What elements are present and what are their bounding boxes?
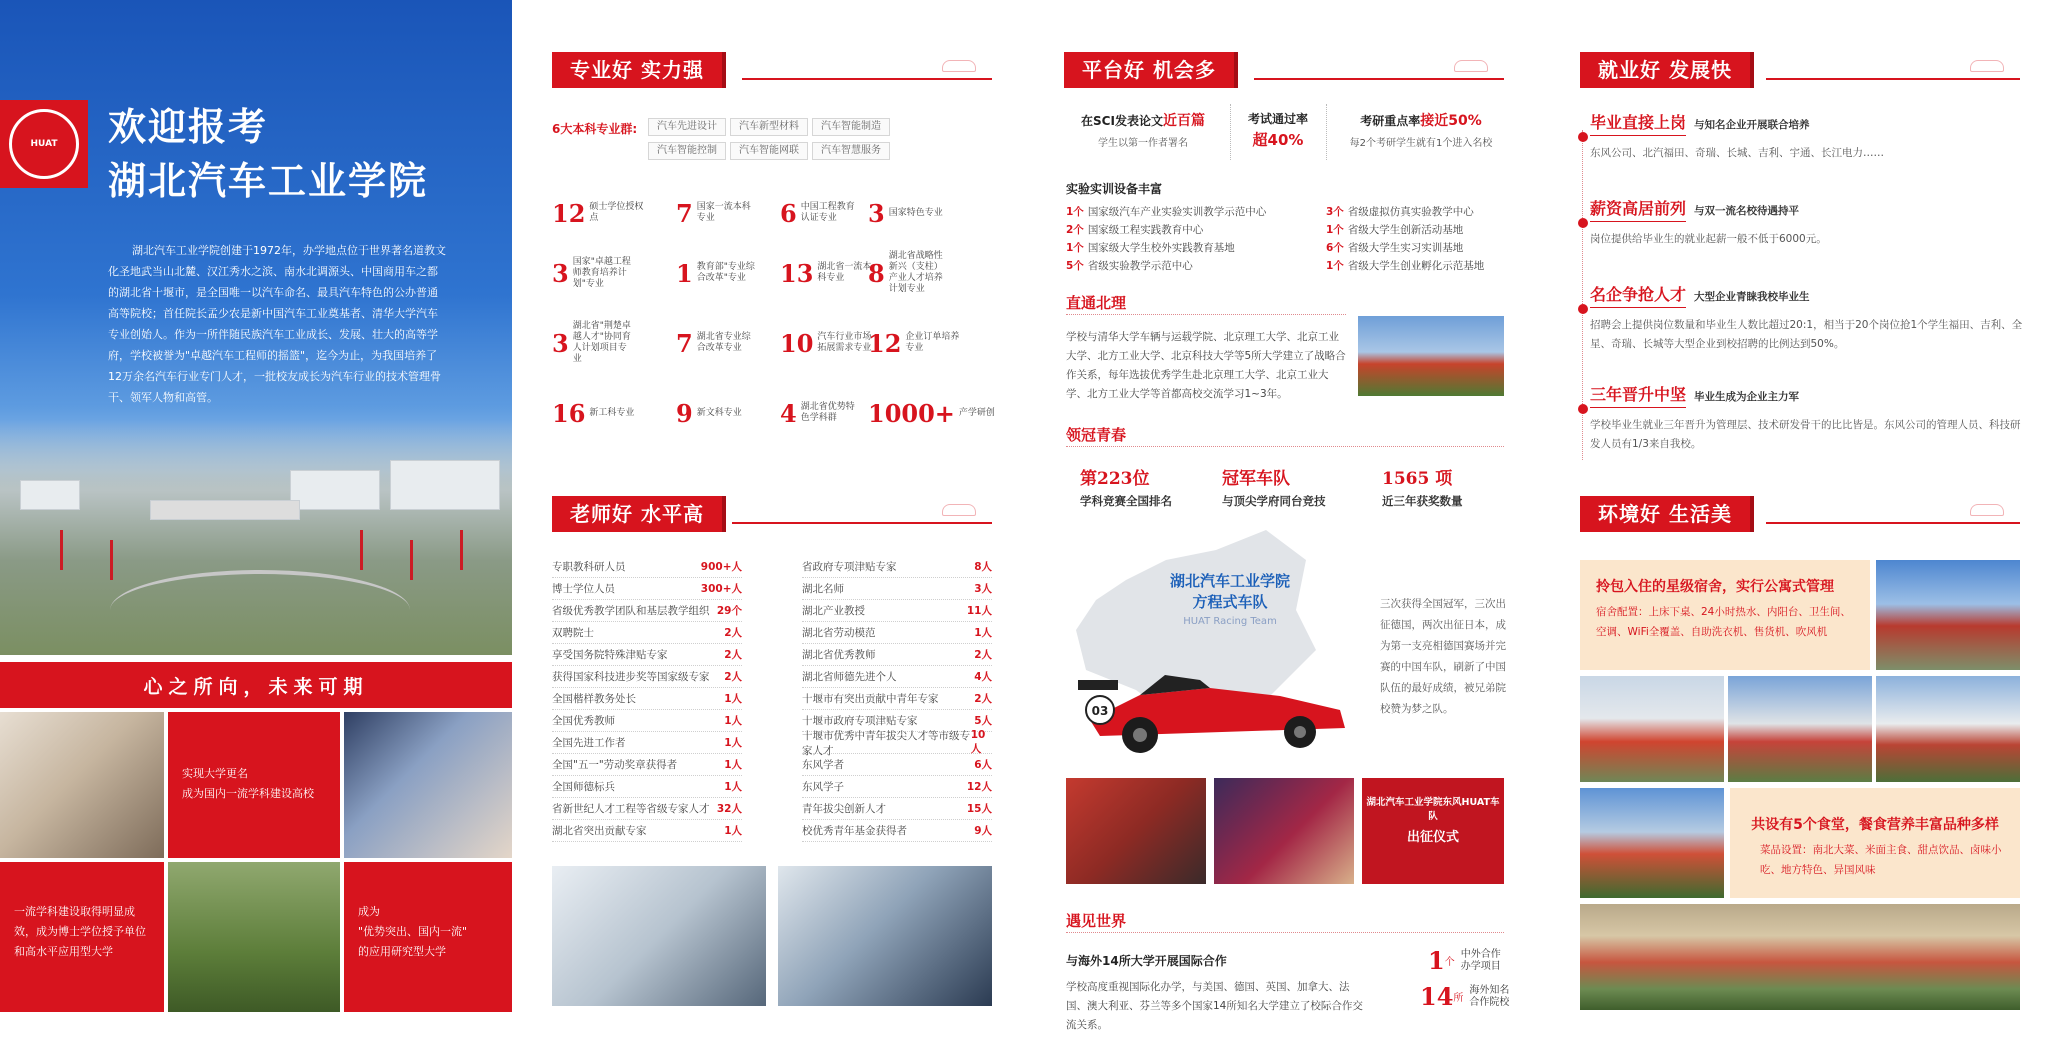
logo-emblem-icon: HUAT [9,109,79,179]
faculty-row: 双聘院士 2人 [552,622,742,644]
school-logo [0,100,88,188]
major-stat: 12 硕士学位授权点 [552,198,644,228]
lab-item: 1个 省级大学生创业孵化示范基地 [1326,260,1485,272]
major-stat: 10 汽车行业市场拓展需求专业 [780,328,872,358]
goal-tile-1: 实现大学更名 成为国内一流学科建设高校 [168,712,340,858]
car-number: 03 [1091,704,1109,718]
team-text: 三次获得全国冠军，三次出征德国，两次出征日本，成为第一支亮相德国赛场并完赛的中国车队，刷新了中国队伍的最好成绩，被兄弟院校赞为梦之队。 [1380,598,1506,715]
faculty-row: 全国先进工作者 1人 [552,732,742,754]
lab-item: 2个 国家级工程实践教育中心 [1066,224,1204,236]
major-stat: 7 湖北省专业综合改革专业 [676,328,751,358]
world-title: 遇见世界 [1066,912,1127,930]
major-stat: 3 湖北省"荆楚卓越人才"协同育人计划项目专业 [552,321,631,364]
photo-engine-workshop [778,866,992,1006]
faculty-row: 全国"五一"劳动奖章获得者 1人 [552,754,742,776]
faculty-row: 青年拔尖创新人才 15人 [802,798,992,820]
photo-send-off-ceremony: 湖北汽车工业学院东风HUAT车队 出征仪式 [1362,778,1504,884]
racing-car-graphic [1070,640,1360,760]
photo-dorm-exterior [1876,560,2020,670]
major-stat: 3 国家"卓越工程师教育培养计划"专业 [552,256,631,289]
faculty-row: 专职教科研人员 900+人 [552,556,742,578]
postgrad-stat: 考研重点率接近50% 每2个考研学生就有1个进入名校 [1349,113,1493,149]
major-stat: 13 湖北省一流本科专业 [780,258,872,288]
major-stat: 7 国家一流本科专业 [676,198,751,228]
faculty-row: 省级优秀教学团队和基层教学组织 29个 [552,600,742,622]
photo-dorm-building-3 [1876,676,2020,782]
faculty-row: 十堰市政府专项津贴专家 5人 [802,710,992,732]
major-tag: 汽车智能制造 [812,118,890,136]
car-outline-icon [1454,60,1488,72]
major-stat: 1 教育部"专业综合改革"专业 [676,258,755,288]
photo-students-studying [0,712,164,858]
photo-dorm-building-2 [1728,676,1872,782]
employment-item: 名企争抢人才 大型企业青睐我校毕业生 招聘会上提供岗位数量和毕业生人数比超过20:1，相当于20个岗位抢1个学生福田、吉利、全星、奇瑞、长城等大型企业到校招聘的比例达到50%。 [1590,282,2030,354]
hero-title-line2: 湖北汽车工业学院 [108,159,429,203]
world-stat-1: 1 个 中外合作办学项目 [1428,946,1501,975]
lab-item: 6个 省级大学生实习实训基地 [1326,242,1464,254]
section-title: 平台好 机会多 [1064,52,1238,88]
section-title: 环境好 生活美 [1580,496,1754,532]
section-header-employment [1580,52,2020,92]
major-tag: 汽车智能控制 [648,142,726,160]
beijing-text: 学校与清华大学车辆与运载学院、北京理工大学、北京工业大学、北方工业大学、北京科技大学等5所大学建立了战略合作关系，每年选拔优秀学生赴北京理工大学、北京工业大学、北方工业大学等首都高校交流学习1~3年。 [1066,331,1346,400]
timeline-dot-icon [1578,132,1588,142]
faculty-row: 省政府专项津贴专家 8人 [802,556,992,578]
goal-tile-2: 一流学科建设取得明显成效，成为博士学位授予单位和高水平应用型大学 [0,862,164,1012]
section-header-platform [1064,52,1504,92]
photo-lab-class [552,866,766,1006]
lab-item: 1个 国家级大学生校外实践教育基地 [1066,242,1235,254]
slogan-bar [0,662,512,708]
faculty-row: 十堰市优秀中青年拔尖人才等市级专家人才 10人 [802,732,992,754]
school-intro: 湖北汽车工业学院创建于1972年，办学地点位于世界著名道教文化圣地武当山北麓、汉江秀水之滨、南水北调源头、中国商用车之都的湖北省十堰市，是全国唯一以汽车命名、最具汽车特色的公办普通高等院校；首任院长孟少农是新中国汽车工业奠基者、清华大学汽车专业创始人。作为一所伴随民族汽车工业成长、发展、壮大的高等学府，学校被誉为"卓越汽车工程师的摇篮"，迄今为止，为我国培养了12万余名汽车行业专门人才，一批校友成长为汽车行业的技术管理骨干、领军人物和高管。 [108,244,446,404]
major-tag: 汽车智慧服务 [812,142,890,160]
campus-photo [0,420,512,655]
faculty-row: 东风学子 12人 [802,776,992,798]
photo-award-stage [1214,778,1354,884]
car-outline-icon [942,60,976,72]
faculty-row: 十堰市有突出贡献中青年专家 2人 [802,688,992,710]
major-tag: 汽车智能网联 [730,142,808,160]
photo-campus-lawn [168,862,340,1012]
lab-item: 3个 省级虚拟仿真实验教学中心 [1326,206,1474,218]
section-title: 就业好 发展快 [1580,52,1754,88]
faculty-row: 博士学位人员 300+人 [552,578,742,600]
youth-rank: 第223位 学科竞赛全国排名 [1080,469,1172,508]
faculty-row: 湖北产业教授 11人 [802,600,992,622]
faculty-row: 享受国务院特殊津贴专家 2人 [552,644,742,666]
faculty-row: 湖北省突出贡献专家 1人 [552,820,742,842]
hero-title-line1: 欢迎报考 [108,105,269,149]
section-title: 专业好 实力强 [552,52,726,88]
photo-simulator [344,712,512,858]
car-outline-icon [1970,60,2004,72]
faculty-row: 全国师德标兵 1人 [552,776,742,798]
faculty-row: 湖北省优秀教师 2人 [802,644,992,666]
world-text: 学校高度重视国际化办学，与美国、德国、英国、加拿大、法国、澳大利亚、芬兰等多个国家14所知名大学建立了校际合作交流关系。 [1066,981,1363,1031]
major-stat: 12 企业订单培养专业 [868,328,960,358]
major-stat: 4 湖北省优势特色学科群 [780,398,855,428]
photo-campus-aerial [1580,904,2020,1010]
major-stat: 3 国家特色专业 [868,198,943,228]
left-panel [0,0,512,1042]
lab-item: 5个 省级实验教学示范中心 [1066,260,1193,272]
major-stat: 8 湖北省战略性新兴（支柱）产业人才培养计划专业 [868,251,943,294]
timeline-dot-icon [1578,218,1588,228]
timeline-dot-icon [1578,404,1588,414]
world-stat-2: 14 所 海外知名合作院校 [1420,982,1510,1011]
faculty-row: 省新世纪人才工程等省级专家人才 32人 [552,798,742,820]
major-stat: 9 新文科专业 [676,398,742,428]
photo-team-flag [1066,778,1206,884]
youth-champion: 冠军车队 与顶尖学府同台竞技 [1222,469,1326,508]
photo-bit-campus [1358,316,1504,396]
lab-title: 实验实训设备丰富 [1066,182,1163,196]
lab-item: 1个 国家级汽车产业实验实训教学示范中心 [1066,206,1267,218]
major-stat: 1000+ 产学研创 [868,398,995,428]
canteen-info: 共设有5个食堂，餐食营养丰富品种多样 菜品设置：南北大菜、米面主食、甜点饮品、卤味小吃、地方特色、异国风味 [1730,788,2020,898]
beijing-title: 直通北理 [1066,294,1127,312]
photo-dorm-building-1 [1580,676,1724,782]
faculty-row: 湖北省师德先进个人 4人 [802,666,992,688]
section-header-environment [1580,496,2020,536]
faculty-row: 获得国家科技进步奖等国家级专家 2人 [552,666,742,688]
youth-title: 领冠青春 [1066,426,1127,444]
section-header-majors [552,52,992,92]
car-outline-icon [942,504,976,516]
team-title: 湖北汽车工业学院 方程式车队 HUAT Racing Team [1170,572,1291,627]
youth-awards: 1565 项 近三年获奖数量 [1382,469,1463,508]
faculty-row: 湖北名师 3人 [802,578,992,600]
world-subtitle: 与海外14所大学开展国际合作 [1066,954,1227,968]
major-tag: 汽车新型材料 [730,118,808,136]
goal-tile-3: 成为 "优势突出、国内一流" 的应用研究型大学 [344,862,512,1012]
lab-item: 1个 省级大学生创新活动基地 [1326,224,1464,236]
sci-stat: 在SCI发表论文近百篇 学生以第一作者署名 [1081,113,1205,149]
employment-item: 薪资高居前列 与双一流名校待遇持平 岗位提供给毕业生的就业起薪一般不低于6000元。 [1590,196,2030,249]
exam-pass-stat: 考试通过率 超40% [1247,112,1308,149]
major-stat: 16 新工科专业 [552,398,635,428]
major-tag: 汽车先进设计 [648,118,726,136]
employment-item: 毕业直接上岗 与知名企业开展联合培养 东风公司、北汽福田、奇瑞、长城、吉利、宇通、长江电力…… [1590,110,2030,163]
employment-item: 三年晋升中坚 毕业生成为企业主力军 学校毕业生就业三年晋升为管理层、技术研发骨干的比比皆是。东风公司的管理人员、科技研发人员有1/3来自我校。 [1590,382,2030,454]
section-title: 老师好 水平高 [552,496,726,532]
faculty-row: 东风学者 6人 [802,754,992,776]
major-stat: 6 中国工程教育认证专业 [780,198,855,228]
timeline-dot-icon [1578,304,1588,314]
faculty-row: 湖北省劳动模范 1人 [802,622,992,644]
faculty-row: 全国优秀教师 1人 [552,710,742,732]
section-header-faculty [552,496,992,536]
faculty-row: 全国楷样教务处长 1人 [552,688,742,710]
slogan-text: 心之所向，未来可期 [143,675,369,698]
faculty-row: 校优秀青年基金获得者 9人 [802,820,992,842]
major-groups-label: 6大本科专业群: [552,122,638,136]
car-outline-icon [1970,504,2004,516]
dorm-info: 拎包入住的星级宿舍，实行公寓式管理 宿舍配置：上床下桌、24小时热水、内阳台、卫生间、空调、WiFi全覆盖、自助洗衣机、售货机、吹风机 [1580,560,1870,670]
photo-canteen-building [1580,788,1724,898]
